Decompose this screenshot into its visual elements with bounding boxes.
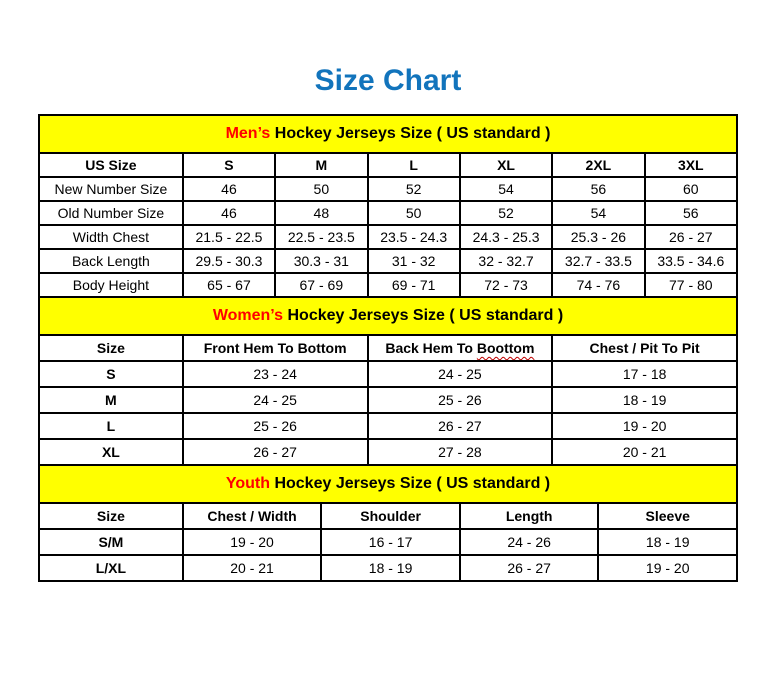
mens-value-cell: 32.7 - 33.5 bbox=[552, 249, 644, 273]
womens-section-title-rest: Hockey Jerseys Size ( US standard ) bbox=[283, 307, 564, 324]
womens-section-title-accent: Women’s bbox=[212, 307, 284, 324]
mens-value-cell: 72 - 73 bbox=[460, 273, 552, 297]
womens-value-cell: 25 - 26 bbox=[183, 413, 368, 439]
youth-value-cell: 24 - 26 bbox=[460, 529, 599, 555]
womens-value-cell: 17 - 18 bbox=[552, 361, 737, 387]
womens-value-cell: 23 - 24 bbox=[183, 361, 368, 387]
womens-section-band bbox=[39, 297, 737, 335]
womens-section-title bbox=[39, 297, 737, 335]
youth-section-title-accent: Youth bbox=[225, 475, 270, 492]
mens-column-header: 3XL bbox=[645, 153, 737, 177]
mens-value-cell: 30.3 - 31 bbox=[275, 249, 367, 273]
mens-value-cell: 21.5 - 22.5 bbox=[183, 225, 275, 249]
youth-table-row bbox=[39, 529, 737, 555]
mens-value-cell: 31 - 32 bbox=[368, 249, 460, 273]
youth-header-row bbox=[39, 503, 737, 529]
mens-value-cell: 24.3 - 25.3 bbox=[460, 225, 552, 249]
mens-value-cell: 25.3 - 26 bbox=[552, 225, 644, 249]
mens-row-label: New Number Size bbox=[39, 177, 183, 201]
mens-column-header: L bbox=[368, 153, 460, 177]
mens-value-cell: 67 - 69 bbox=[275, 273, 367, 297]
youth-row-label: S/M bbox=[39, 529, 183, 555]
mens-value-cell: 65 - 67 bbox=[183, 273, 275, 297]
mens-value-cell: 33.5 - 34.6 bbox=[645, 249, 737, 273]
mens-value-cell: 74 - 76 bbox=[552, 273, 644, 297]
mens-value-cell: 50 bbox=[368, 201, 460, 225]
misspelled-word: Boottom bbox=[476, 340, 535, 356]
womens-column-header: Size bbox=[39, 335, 183, 361]
youth-value-cell: 16 - 17 bbox=[321, 529, 460, 555]
mens-column-header: XL bbox=[460, 153, 552, 177]
womens-table-row bbox=[39, 413, 737, 439]
womens-header-row bbox=[39, 335, 737, 361]
size-chart bbox=[38, 114, 738, 582]
womens-size-table bbox=[38, 296, 738, 466]
womens-value-cell: 26 - 27 bbox=[368, 413, 553, 439]
page-title: Size Chart bbox=[314, 64, 462, 97]
youth-column-header: Chest / Width bbox=[183, 503, 322, 529]
mens-value-cell: 77 - 80 bbox=[645, 273, 737, 297]
youth-size-table bbox=[38, 464, 738, 582]
youth-value-cell: 18 - 19 bbox=[321, 555, 460, 581]
womens-column-header: Back Hem To Boottom bbox=[368, 335, 553, 361]
womens-column-header: Chest / Pit To Pit bbox=[552, 335, 737, 361]
womens-table-row bbox=[39, 387, 737, 413]
mens-value-cell: 56 bbox=[552, 177, 644, 201]
youth-table-row bbox=[39, 555, 737, 581]
youth-column-header: Sleeve bbox=[598, 503, 737, 529]
mens-row-label: Back Length bbox=[39, 249, 183, 273]
youth-value-cell: 26 - 27 bbox=[460, 555, 599, 581]
mens-value-cell: 52 bbox=[460, 201, 552, 225]
womens-value-cell: 25 - 26 bbox=[368, 387, 553, 413]
mens-section-title-rest: Hockey Jerseys Size ( US standard ) bbox=[270, 125, 551, 142]
mens-value-cell: 46 bbox=[183, 201, 275, 225]
mens-section-title bbox=[39, 115, 737, 153]
youth-value-cell: 18 - 19 bbox=[598, 529, 737, 555]
mens-row-label: Width Chest bbox=[39, 225, 183, 249]
youth-column-header: Shoulder bbox=[321, 503, 460, 529]
mens-table-row bbox=[39, 273, 737, 297]
mens-value-cell: 29.5 - 30.3 bbox=[183, 249, 275, 273]
mens-size-table bbox=[38, 114, 738, 298]
youth-row-label: L/XL bbox=[39, 555, 183, 581]
mens-section-title-accent: Men’s bbox=[225, 125, 271, 142]
womens-value-cell: 24 - 25 bbox=[368, 361, 553, 387]
mens-column-header: 2XL bbox=[552, 153, 644, 177]
mens-value-cell: 69 - 71 bbox=[368, 273, 460, 297]
mens-value-cell: 48 bbox=[275, 201, 367, 225]
mens-value-cell: 54 bbox=[460, 177, 552, 201]
youth-value-cell: 19 - 20 bbox=[183, 529, 322, 555]
mens-column-header: US Size bbox=[39, 153, 183, 177]
mens-value-cell: 22.5 - 23.5 bbox=[275, 225, 367, 249]
womens-value-cell: 20 - 21 bbox=[552, 439, 737, 465]
youth-value-cell: 19 - 20 bbox=[598, 555, 737, 581]
womens-table-row bbox=[39, 439, 737, 465]
mens-column-header: M bbox=[275, 153, 367, 177]
mens-table-row bbox=[39, 201, 737, 225]
youth-section-title-rest: Hockey Jerseys Size ( US standard ) bbox=[270, 475, 551, 492]
womens-value-cell: 19 - 20 bbox=[552, 413, 737, 439]
mens-value-cell: 26 - 27 bbox=[645, 225, 737, 249]
youth-section-title bbox=[39, 465, 737, 503]
youth-column-header: Size bbox=[39, 503, 183, 529]
mens-value-cell: 46 bbox=[183, 177, 275, 201]
mens-value-cell: 52 bbox=[368, 177, 460, 201]
womens-value-cell: 27 - 28 bbox=[368, 439, 553, 465]
mens-column-header: S bbox=[183, 153, 275, 177]
mens-table-row bbox=[39, 225, 737, 249]
womens-value-cell: 18 - 19 bbox=[552, 387, 737, 413]
mens-table-row bbox=[39, 177, 737, 201]
mens-value-cell: 23.5 - 24.3 bbox=[368, 225, 460, 249]
mens-header-row bbox=[39, 153, 737, 177]
womens-value-cell: 26 - 27 bbox=[183, 439, 368, 465]
youth-value-cell: 20 - 21 bbox=[183, 555, 322, 581]
mens-value-cell: 50 bbox=[275, 177, 367, 201]
mens-value-cell: 56 bbox=[645, 201, 737, 225]
youth-column-header: Length bbox=[460, 503, 599, 529]
womens-value-cell: 24 - 25 bbox=[183, 387, 368, 413]
mens-value-cell: 54 bbox=[552, 201, 644, 225]
womens-row-label: M bbox=[39, 387, 183, 413]
womens-row-label: L bbox=[39, 413, 183, 439]
mens-row-label: Old Number Size bbox=[39, 201, 183, 225]
mens-row-label: Body Height bbox=[39, 273, 183, 297]
womens-row-label: XL bbox=[39, 439, 183, 465]
womens-row-label: S bbox=[39, 361, 183, 387]
mens-section-band bbox=[39, 115, 737, 153]
womens-table-row bbox=[39, 361, 737, 387]
youth-section-band bbox=[39, 465, 737, 503]
mens-value-cell: 32 - 32.7 bbox=[460, 249, 552, 273]
mens-table-row bbox=[39, 249, 737, 273]
mens-value-cell: 60 bbox=[645, 177, 737, 201]
womens-column-header: Front Hem To Bottom bbox=[183, 335, 368, 361]
